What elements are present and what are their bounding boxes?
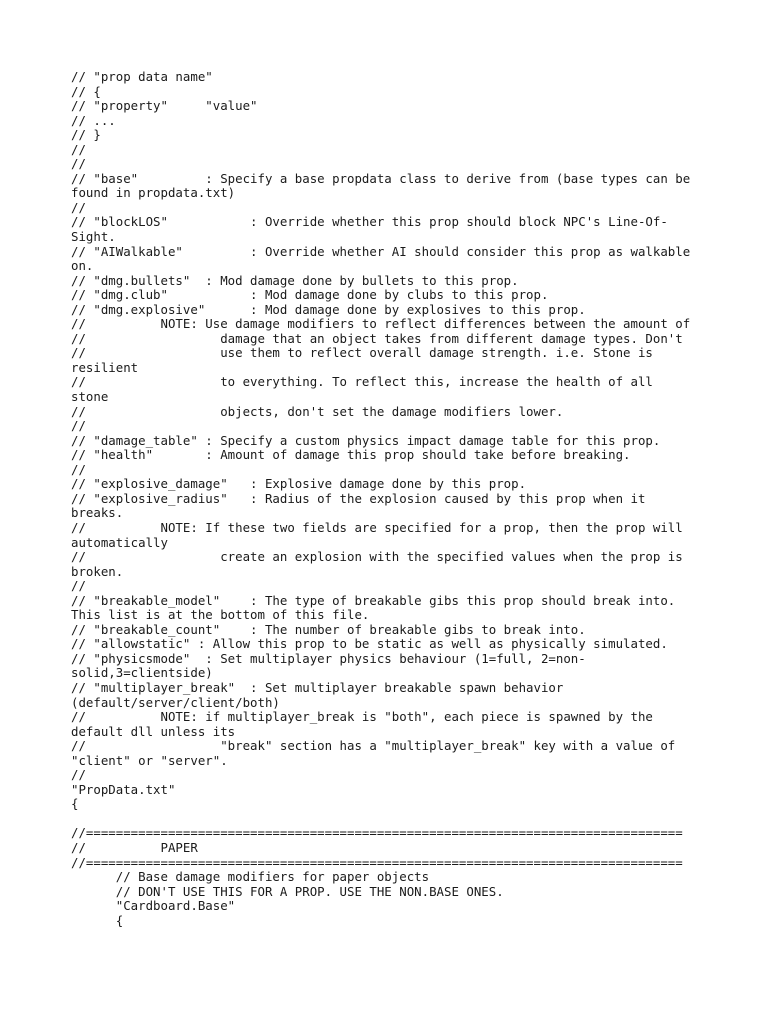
code-line: // NOTE: if multiplayer_break is "both", each piece is spawned by the: [71, 709, 653, 725]
code-line: //: [71, 461, 86, 477]
code-line: // "dmg.club" : Mod damage done by clubs to this prop.: [71, 287, 549, 303]
code-line: broken.: [71, 563, 124, 579]
code-line: // "dmg.explosive" : Mod damage done by explosives to this prop.: [71, 301, 586, 317]
code-line: //================================================================================: [71, 854, 683, 870]
code-line: // "breakable_model" : The type of breakable gibs this prop should break into.: [71, 592, 676, 608]
code-line: // objects, don't set the damage modifiers lower.: [71, 403, 564, 419]
code-line: //: [71, 156, 86, 172]
code-line: This list is at the bottom of this file.: [71, 607, 370, 623]
code-line: stone: [71, 389, 109, 405]
code-line: (default/server/client/both): [71, 694, 280, 710]
code-line: // "break" section has a "multiplayer_break" key with a value of: [71, 738, 676, 754]
propdata-source-text: [71, 70, 701, 928]
code-line: // NOTE: Use damage modifiers to reflect differences between the amount of: [71, 316, 691, 332]
code-line: // {: [71, 83, 101, 99]
code-line: // "physicsmode" : Set multiplayer physics behaviour (1=full, 2=non-: [71, 650, 586, 666]
code-line: // "AIWalkable" : Override whether AI should consider this prop as walkable: [71, 243, 691, 259]
code-line: found in propdata.txt): [71, 185, 236, 201]
code-line: default dll unless its: [71, 723, 236, 739]
code-line: //: [71, 141, 86, 157]
code-line: on.: [71, 258, 94, 274]
code-line: //: [71, 578, 86, 594]
code-line: // "allowstatic" : Allow this prop to be static as well as physically simulated.: [71, 636, 668, 652]
code-line: // "prop data name": [71, 69, 213, 84]
code-line: [71, 812, 701, 827]
code-line: "client" or "server".: [71, 752, 228, 768]
code-line: // "property" "value": [71, 98, 258, 114]
code-line: //: [71, 767, 86, 783]
code-line: // Base damage modifiers for paper objects: [71, 869, 430, 885]
code-line: resilient: [71, 359, 139, 375]
code-line: // PAPER: [71, 839, 198, 855]
code-line: // create an explosion with the specified values when the prop is: [71, 549, 683, 565]
code-line: //: [71, 418, 86, 434]
code-line: automatically: [71, 534, 168, 550]
code-line: "PropData.txt": [71, 781, 176, 797]
code-line: //: [71, 199, 86, 215]
code-line: Sight.: [71, 229, 116, 245]
code-line: // "dmg.bullets" : Mod damage done by bullets to this prop.: [71, 272, 519, 288]
code-line: // }: [71, 127, 101, 143]
code-line: // damage that an object takes from different damage types. Don't: [71, 330, 683, 346]
code-line: {: [71, 912, 124, 928]
code-line: // NOTE: If these two fields are specified for a prop, then the prop will: [71, 519, 683, 535]
code-line: // "health" : Amount of damage this prop should take before breaking.: [71, 447, 631, 463]
code-line: // ...: [71, 112, 116, 128]
code-line: // "blockLOS" : Override whether this prop should block NPC's Line-Of-: [71, 214, 668, 230]
code-line: //================================================================================: [71, 825, 683, 841]
code-line: "Cardboard.Base": [71, 898, 236, 914]
code-line: // DON'T USE THIS FOR A PROP. USE THE NON.BASE ONES.: [71, 883, 504, 899]
code-line: // to everything. To reflect this, increase the health of all: [71, 374, 653, 390]
code-line: // "base" : Specify a base propdata class to derive from (base types can be: [71, 170, 691, 186]
code-line: // use them to reflect overall damage strength. i.e. Stone is: [71, 345, 653, 361]
code-line: // "explosive_radius" : Radius of the explosion caused by this prop when it: [71, 490, 646, 506]
code-line: breaks.: [71, 505, 124, 521]
code-line: // "multiplayer_break" : Set multiplayer breakable spawn behavior: [71, 679, 564, 695]
code-line: // "explosive_damage" : Explosive damage done by this prop.: [71, 476, 527, 492]
code-line: solid,3=clientside): [71, 665, 213, 681]
code-line: // "damage_table" : Specify a custom physics impact damage table for this prop.: [71, 432, 661, 448]
code-line: // "breakable_count" : The number of breakable gibs to break into.: [71, 621, 586, 637]
code-line: {: [71, 796, 79, 812]
